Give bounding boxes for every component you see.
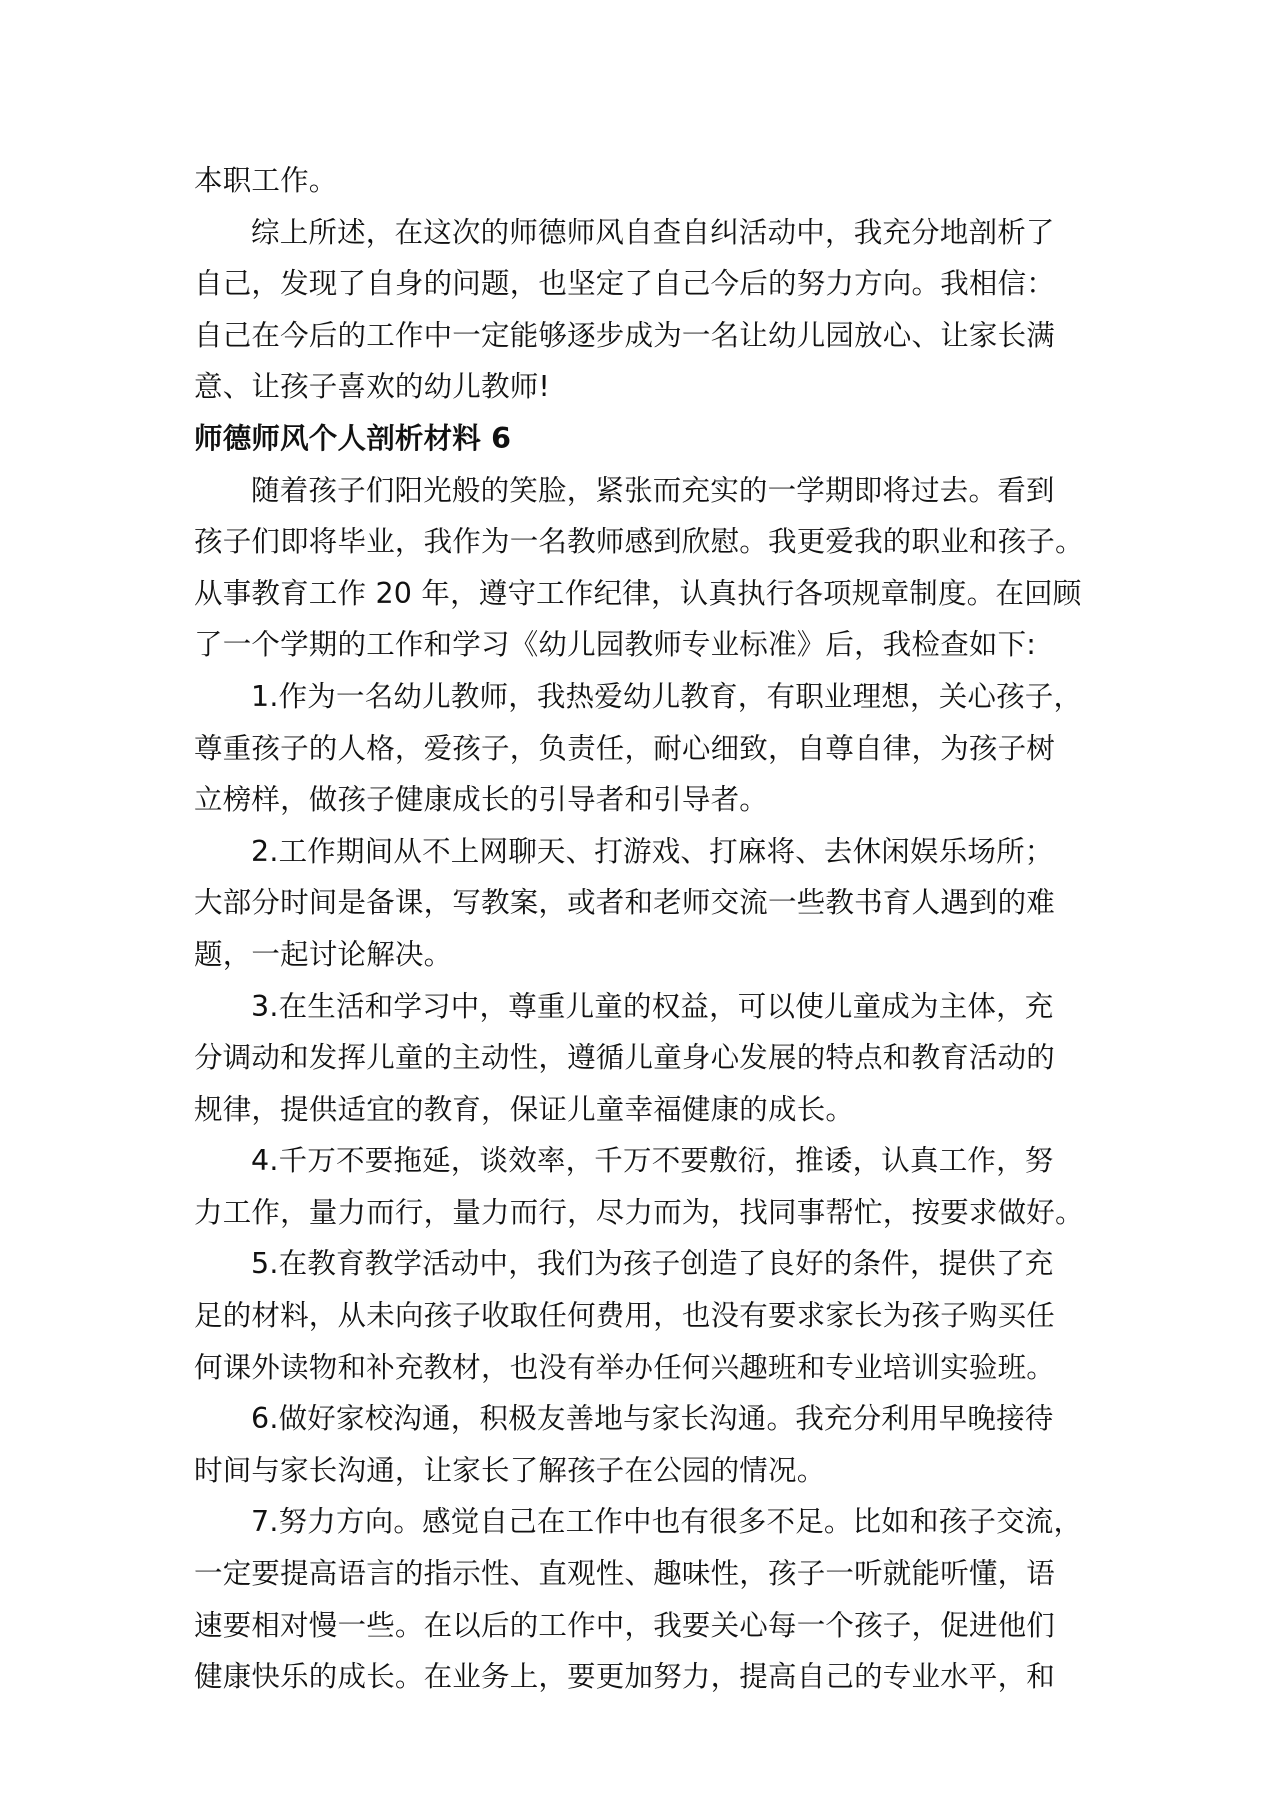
- list-item-line: 分调动和发挥儿童的主动性，遵循儿童身心发展的特点和教育活动的: [194, 1041, 1056, 1075]
- list-item-line: 3.在生活和学习中，尊重儿童的权益，可以使儿童成为主体，充: [251, 989, 1054, 1023]
- list-item-line: 规律，提供适宜的教育，保证儿童幸福健康的成长。: [194, 1092, 855, 1126]
- list-item-line: 速要相对慢一些。在以后的工作中，我要关心每一个孩子，促进他们: [194, 1608, 1056, 1642]
- list-item-line: 4.千万不要拖延，谈效率，千万不要敷衍，推诿，认真工作，努: [251, 1144, 1054, 1178]
- list-item-line: 1.作为一名幼儿教师，我热爱幼儿教育，有职业理想，关心孩子，: [251, 679, 1083, 713]
- list-item-line: 健康快乐的成长。在业务上，要更加努力，提高自己的专业水平，和: [194, 1660, 1056, 1694]
- list-item-line: 何课外读物和补充教材，也没有举办任何兴趣班和专业培训实验班。: [194, 1350, 1056, 1384]
- paragraph-line: 本职工作。: [194, 164, 338, 197]
- list-item-line: 尊重孩子的人格，爱孩子，负责任，耐心细致，自尊自律，为孩子树: [194, 731, 1056, 765]
- list-item-line: 5.在教育教学活动中，我们为孩子创造了良好的条件，提供了充: [251, 1247, 1054, 1281]
- list-item-line: 大部分时间是备课，写教案，或者和老师交流一些教书育人遇到的难: [194, 886, 1056, 920]
- list-item-line: 足的材料，从未向孩子收取任何费用，也没有要求家长为孩子购买任: [194, 1299, 1056, 1333]
- list-item-line: 立榜样，做孩子健康成长的引导者和引导者。: [194, 783, 769, 817]
- list-item-line: 题，一起讨论解决。: [194, 937, 453, 971]
- paragraph-line: 意、让孩子喜欢的幼儿教师!: [194, 370, 551, 404]
- list-item-line: 力工作，量力而行，量力而行，尽力而为，找同事帮忙，按要求做好。: [194, 1195, 1084, 1229]
- paragraph-line: 自己，发现了自身的问题，也坚定了自己今后的努力方向。我相信：: [194, 267, 1056, 301]
- list-item-line: 6.做好家校沟通，积极友善地与家长沟通。我充分利用早晚接待: [251, 1402, 1054, 1436]
- paragraph-line: 了一个学期的工作和学习《幼儿园教师专业标准》后，我检查如下:: [194, 628, 1037, 662]
- list-item-line: 2.工作期间从不上网聊天、打游戏、打麻将、去休闲娱乐场所；: [251, 834, 1054, 868]
- paragraph-line: 综上所述，在这次的师德师风自查自纠活动中，我充分地剖析了: [251, 215, 1055, 249]
- document-body: [194, 155, 1094, 1703]
- list-item-line: 7.努力方向。感觉自己在工作中也有很多不足。比如和孩子交流，: [251, 1505, 1083, 1539]
- list-item-line: 一定要提高语言的指示性、直观性、趣味性，孩子一听就能听懂，语: [194, 1557, 1056, 1591]
- paragraph-line: 自己在今后的工作中一定能够逐步成为一名让幼儿园放心、让家长满: [194, 318, 1056, 352]
- section-heading: 师德师风个人剖析材料 6: [194, 421, 512, 455]
- paragraph-line: 孩子们即将毕业，我作为一名教师感到欣慰。我更爱我的职业和孩子。: [194, 525, 1084, 559]
- list-item-line: 时间与家长沟通，让家长了解孩子在公园的情况。: [194, 1453, 826, 1487]
- paragraph-line: 从事教育工作 20 年，遵守工作纪律，认真执行各项规章制度。在回顾: [194, 576, 1082, 610]
- paragraph-line: 随着孩子们阳光般的笑脸，紧张而充实的一学期即将过去。看到: [251, 473, 1055, 507]
